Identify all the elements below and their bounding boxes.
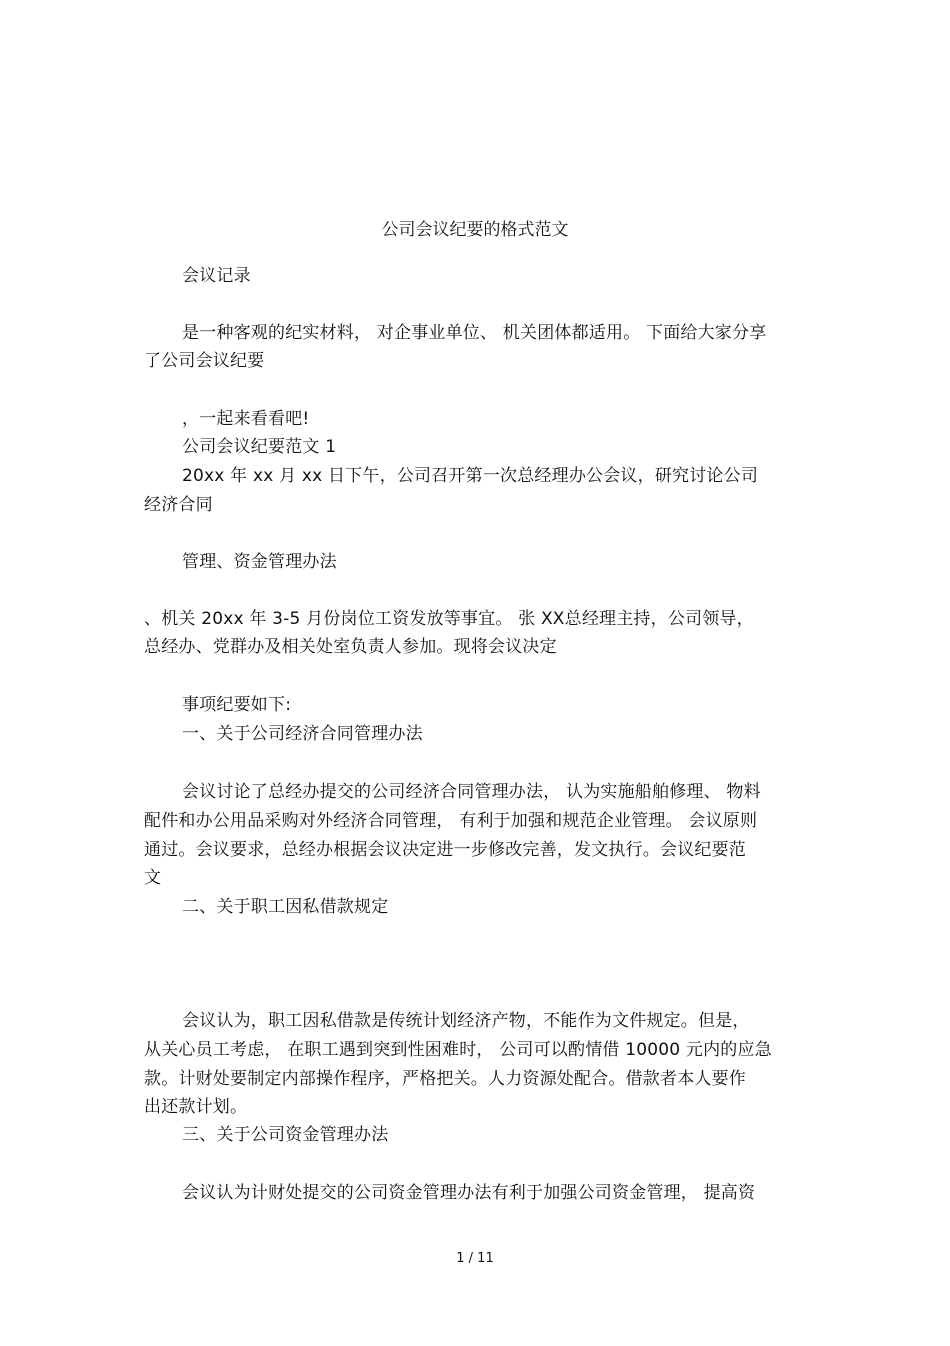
paragraph-line: 通过。会议要求，总经办根据会议决定进一步修改完善，发文执行。会议纪要范 (144, 840, 746, 860)
paragraph-line: 公司会议纪要范文 1 (182, 437, 337, 457)
paragraph-line: 、机关 20xx 年 3-5 月份岗位工资发放等事宜。 张 XX总经理主持，公司领导， (144, 609, 754, 629)
paragraph-line: 管理、资金管理办法 (182, 552, 337, 572)
paragraph-line: 了公司会议纪要 (144, 351, 265, 371)
paragraph-line: ，一起来看看吧! (182, 409, 310, 429)
paragraph-line: 会议认为计财处提交的公司资金管理办法有利于加强公司资金管理， 提高资 (182, 1183, 756, 1203)
paragraph-line: 会议记录 (182, 266, 251, 286)
paragraph-line: 会议讨论了总经办提交的公司经济合同管理办法， 认为实施船舶修理、 物料 (182, 782, 761, 802)
section-heading: 三、关于公司资金管理办法 (182, 1125, 389, 1145)
paragraph-line: 出还款计划。 (144, 1097, 248, 1117)
paragraph-line: 是一种客观的纪实材料， 对企事业单位、 机关团体都适用。 下面给大家分享 (182, 323, 767, 343)
paragraph-line: 经济合同 (144, 495, 213, 515)
paragraph-line: 配件和办公用品采购对外经济合同管理， 有利于加强和规范企业管理。 会议原则 (144, 811, 758, 831)
page-number: 1 / 11 (456, 1251, 494, 1266)
section-heading: 二、关于职工因私借款规定 (182, 897, 389, 917)
paragraph-line: 款。计财处要制定内部操作程序，严格把关。人力资源处配合。借款者本人要作 (144, 1069, 746, 1089)
paragraph-line: 会议认为，职工因私借款是传统计划经济产物，不能作为文件规定。但是， (182, 1011, 750, 1031)
paragraph-line: 20xx 年 xx 月 xx 日下午，公司召开第一次总经理办公会议，研究讨论公司 (182, 466, 759, 486)
paragraph-line: 总经办、党群办及相关处室负责人参加。现将会议决定 (144, 637, 557, 657)
paragraph-line: 从关心员工考虑， 在职工遇到突到性困难时， 公司可以酌情借 10000 元内的应急 (144, 1040, 772, 1060)
paragraph-line: 文 (144, 868, 162, 888)
paragraph-line: 事项纪要如下: (182, 695, 292, 715)
section-heading: 一、关于公司经济合同管理办法 (182, 724, 423, 744)
document-title: 公司会议纪要的格式范文 (381, 220, 569, 240)
